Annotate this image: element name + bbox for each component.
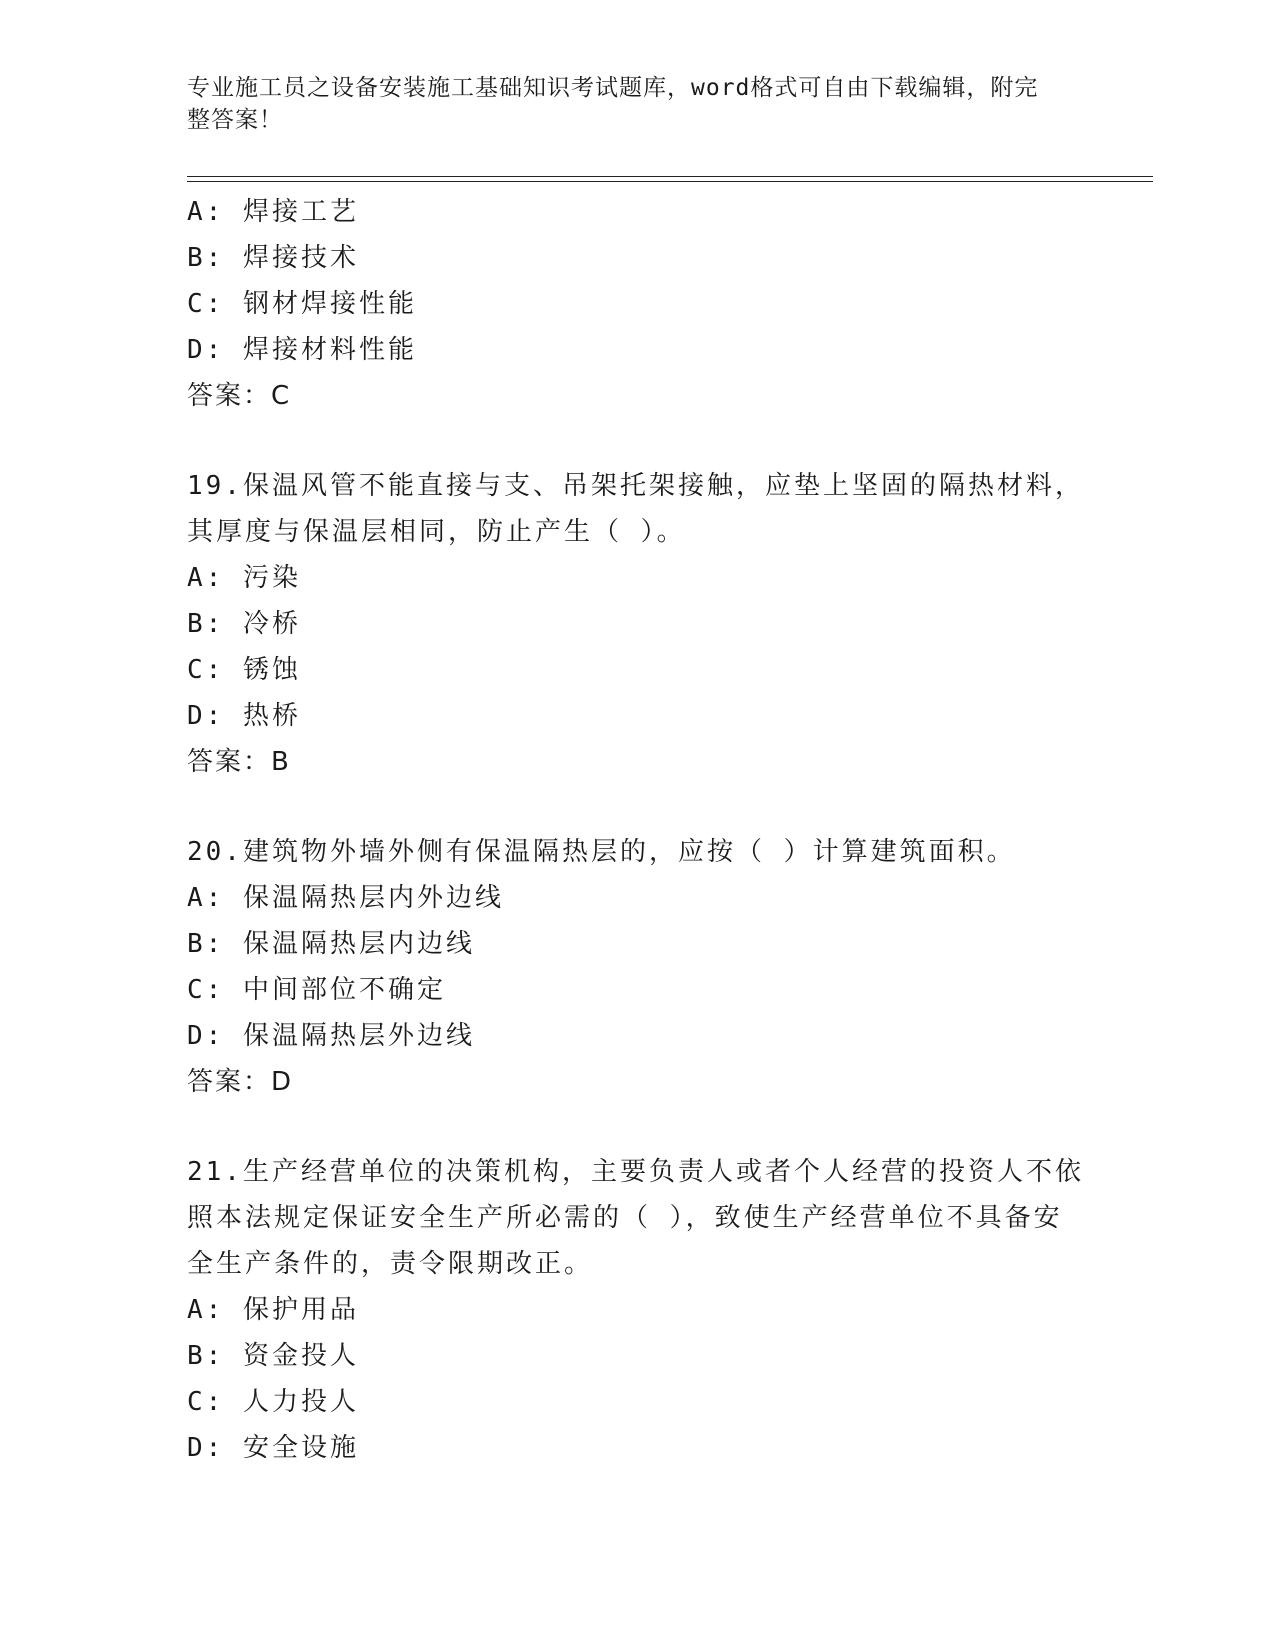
option-b: B: 保温隔热层内边线 [187, 929, 475, 959]
answer-line: 答案：B [187, 747, 291, 777]
document-header [187, 72, 1067, 136]
spacer [187, 1105, 1087, 1149]
option-d: D: 焊接材料性能 [187, 335, 417, 365]
spacer [187, 785, 1087, 829]
header-divider-top [187, 176, 1153, 177]
header-divider-bottom [187, 181, 1153, 182]
question-stem-line: 全生产条件的，责令限期改正。 [187, 1249, 594, 1279]
question-18-continued [187, 189, 1087, 419]
spacer [187, 419, 1087, 463]
option-c: C: 钢材焊接性能 [187, 289, 417, 319]
option-a: A: 污染 [187, 563, 301, 593]
answer-line: 答案：C [187, 381, 292, 411]
option-d: D: 安全设施 [187, 1433, 359, 1463]
question-stem-line: 照本法规定保证安全生产所必需的（ ），致使生产经营单位不具备安 [187, 1203, 1063, 1233]
option-a: A: 保温隔热层内外边线 [187, 883, 504, 913]
option-c: C: 人力投人 [187, 1387, 359, 1417]
question-21 [187, 1149, 1087, 1471]
question-stem-line: 20.建筑物外墙外侧有保温隔热层的，应按（ ）计算建筑面积。 [187, 837, 1016, 867]
header-line-1: 专业施工员之设备安装施工基础知识考试题库，word格式可自由下载编辑，附完 [187, 75, 1039, 101]
option-a: A: 焊接工艺 [187, 197, 359, 227]
question-19 [187, 463, 1087, 785]
question-stem-line: 其厚度与保温层相同，防止产生（ ）。 [187, 517, 686, 547]
question-stem-line: 19.保温风管不能直接与支、吊架托架接触，应垫上坚固的隔热材料， [187, 471, 1084, 501]
question-stem-line: 21.生产经营单位的决策机构，主要负责人或者个人经营的投资人不依 [187, 1157, 1084, 1187]
option-a: A: 保护用品 [187, 1295, 359, 1325]
option-b: B: 资金投人 [187, 1341, 359, 1371]
option-b: B: 冷桥 [187, 609, 301, 639]
option-c: C: 中间部位不确定 [187, 975, 446, 1005]
question-content [187, 189, 1087, 1471]
question-20 [187, 829, 1087, 1105]
option-d: D: 热桥 [187, 701, 301, 731]
option-b: B: 焊接技术 [187, 243, 359, 273]
option-d: D: 保温隔热层外边线 [187, 1021, 475, 1051]
header-line-2: 整答案！ [187, 107, 283, 133]
option-c: C: 锈蚀 [187, 655, 301, 685]
answer-line: 答案：D [187, 1067, 294, 1097]
